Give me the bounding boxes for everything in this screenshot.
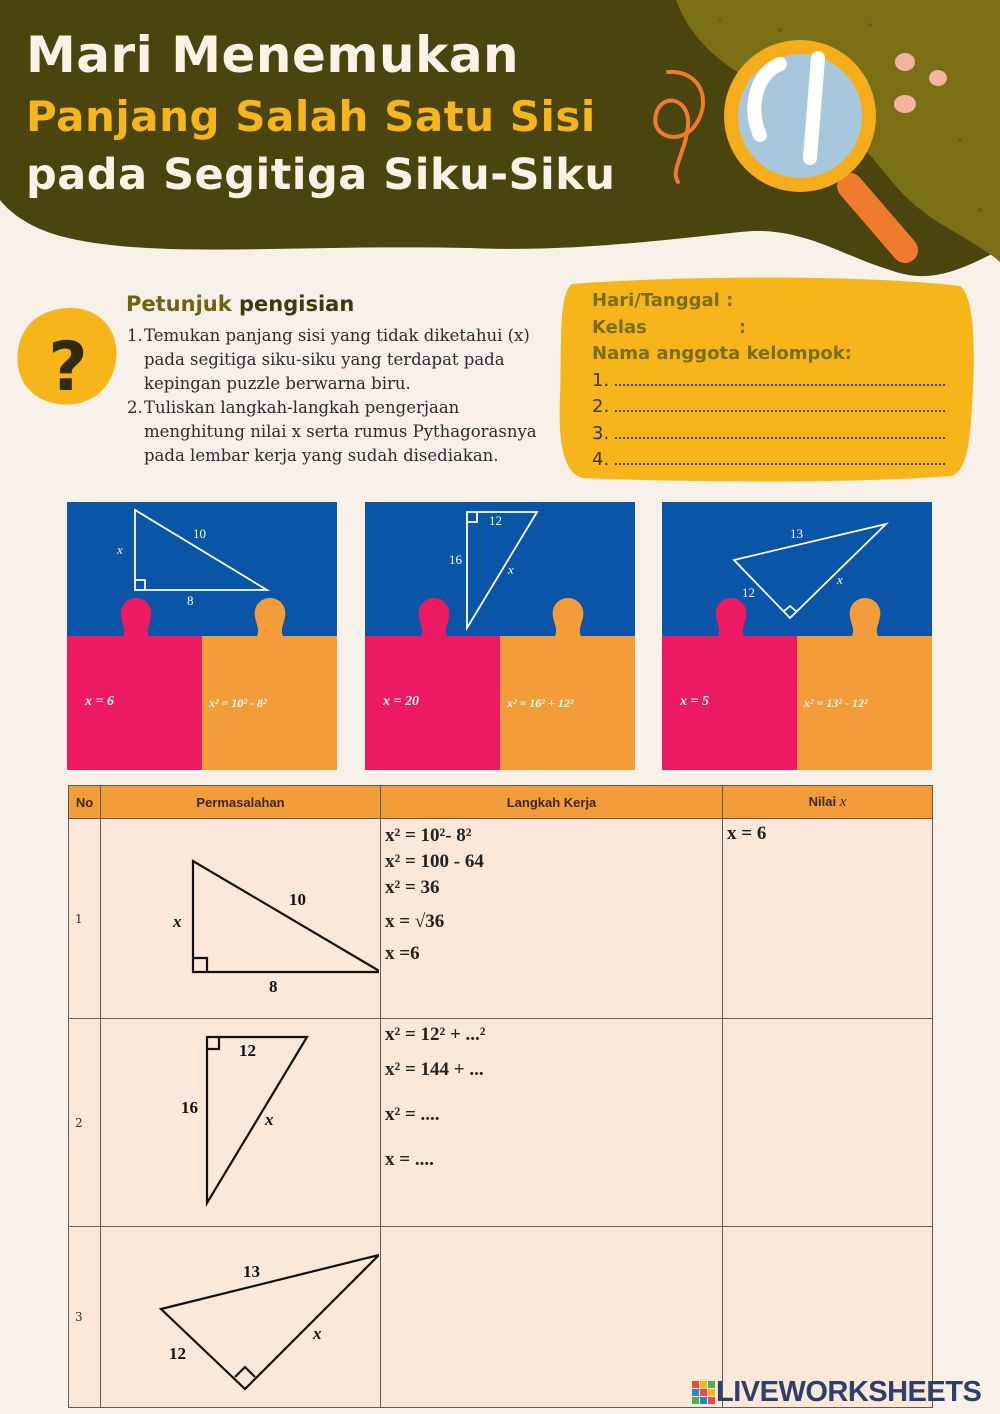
member-number: 2. — [592, 396, 610, 417]
table-row — [69, 1019, 933, 1227]
header-problem: Permasalahan — [101, 786, 381, 819]
instructions-heading — [126, 292, 354, 316]
row-number: 3 — [69, 1227, 101, 1408]
step-line: x = √36 — [385, 911, 445, 932]
header-value-text: Nilai — [808, 793, 837, 809]
value-cell[interactable] — [723, 1019, 933, 1227]
puzzle-card-1[interactable] — [67, 502, 337, 770]
puzzle-label: x — [837, 572, 843, 587]
step-line: x² = .... — [385, 1104, 440, 1125]
instructions-heading-word1: Petunjuk — [126, 292, 232, 316]
row-number: 1 — [69, 819, 101, 1019]
puzzle-label: x — [117, 542, 123, 557]
triangle-figure-3 — [101, 1227, 379, 1403]
worksheet-table — [68, 785, 933, 1408]
row-number: 2 — [69, 1019, 101, 1227]
member-number: 3. — [592, 422, 610, 444]
step-line: x =6 — [385, 943, 420, 964]
puzzle-label: 10 — [193, 526, 206, 541]
puzzle-label: 13 — [790, 526, 803, 541]
puzzle-label: 16 — [449, 552, 462, 567]
puzzle-card-3[interactable] — [662, 502, 932, 770]
step-line: x² = 144 + ... — [385, 1059, 484, 1080]
member-field[interactable] — [592, 447, 945, 474]
step-number: 1. — [127, 326, 143, 345]
question-mark-icon — [12, 304, 122, 410]
title-line-3: pada Segitiga Siku-Siku — [26, 150, 616, 200]
members-label: Nama anggota kelompok: — [592, 343, 852, 364]
step-text: Temukan panjang sisi yang tidak diketahui (x) pada segitiga siku-siku yang terdapat pada kepingan puzzle berwarna biru. — [144, 326, 530, 393]
triangle-figure-2 — [101, 1019, 379, 1222]
class-colon: : — [738, 316, 747, 338]
svg-text:?: ? — [48, 328, 88, 407]
liveworksheets-icon — [692, 1381, 716, 1405]
steps-cell[interactable] — [381, 819, 723, 1019]
figure-label: x — [313, 1324, 322, 1343]
header-no: No — [69, 786, 101, 819]
figure-label: 10 — [289, 890, 306, 909]
step-line: x² = 12² + ...² — [385, 1024, 486, 1045]
step-line: x² = 36 — [385, 877, 440, 898]
instructions-list — [127, 324, 537, 468]
puzzle-answer: x = 5 — [680, 694, 709, 709]
instruction-step — [127, 396, 537, 468]
step-line: x = .... — [385, 1149, 434, 1170]
title-line-2: Panjang Salah Satu Sisi — [26, 92, 596, 141]
puzzle-label: 12 — [742, 585, 755, 600]
figure-label: 16 — [181, 1098, 198, 1117]
header-steps: Langkah Kerja — [381, 786, 723, 819]
day-date-label: Hari/Tanggal : — [592, 290, 734, 311]
figure-label: x — [173, 912, 182, 931]
puzzle-formula: x² = 10² - 8² — [209, 696, 267, 710]
puzzle-card-2[interactable] — [365, 502, 635, 770]
member-field[interactable] — [592, 421, 945, 448]
class-label: Kelas — [592, 316, 647, 338]
step-line: x² = 10²- 8² — [385, 825, 472, 846]
member-field[interactable] — [592, 368, 945, 395]
header-value-var: x — [839, 793, 847, 810]
figure-label: 12 — [239, 1041, 256, 1060]
figure-label: 8 — [269, 977, 278, 996]
steps-cell[interactable] — [381, 1019, 723, 1227]
figure-label: x — [265, 1110, 274, 1129]
figure-label: 12 — [169, 1344, 186, 1363]
member-number: 1. — [592, 369, 610, 391]
puzzle-answer: x = 20 — [383, 694, 419, 709]
header-value — [723, 786, 933, 819]
title-line-1: Mari Menemukan — [26, 26, 520, 84]
puzzle-formula: x² = 16² + 12² — [507, 696, 574, 710]
puzzle-label: 8 — [187, 593, 194, 608]
puzzle-answer: x = 6 — [85, 694, 114, 709]
instructions-heading-word2: pengisian — [239, 292, 355, 316]
table-row — [69, 819, 933, 1019]
triangle-figure-1 — [101, 819, 379, 1014]
puzzle-label: x — [508, 562, 514, 577]
step-text: Tuliskan langkah-langkah pengerjaan menghitung nilai x serta rumus Pythagorasnya pada lembar kerja yang sudah disediakan. — [144, 398, 537, 465]
puzzle-label: 12 — [489, 513, 502, 528]
problem-cell — [101, 1019, 381, 1227]
step-number: 2. — [127, 398, 143, 417]
liveworksheets-logo — [692, 1376, 981, 1409]
problem-cell — [101, 819, 381, 1019]
problem-cell — [101, 1227, 381, 1408]
figure-label: 13 — [243, 1262, 260, 1281]
step-line: x² = 100 - 64 — [385, 851, 484, 872]
instruction-step — [127, 324, 537, 396]
member-field[interactable] — [592, 394, 945, 421]
brand-name: LIVEWORKSHEETS — [716, 1376, 982, 1408]
puzzle-formula: x² = 13² - 12² — [804, 696, 868, 710]
member-number: 4. — [592, 449, 610, 470]
value-cell[interactable]: x = 6 — [723, 819, 933, 1019]
table-header-row — [69, 786, 933, 819]
info-box — [592, 288, 945, 474]
steps-cell[interactable] — [381, 1227, 723, 1408]
